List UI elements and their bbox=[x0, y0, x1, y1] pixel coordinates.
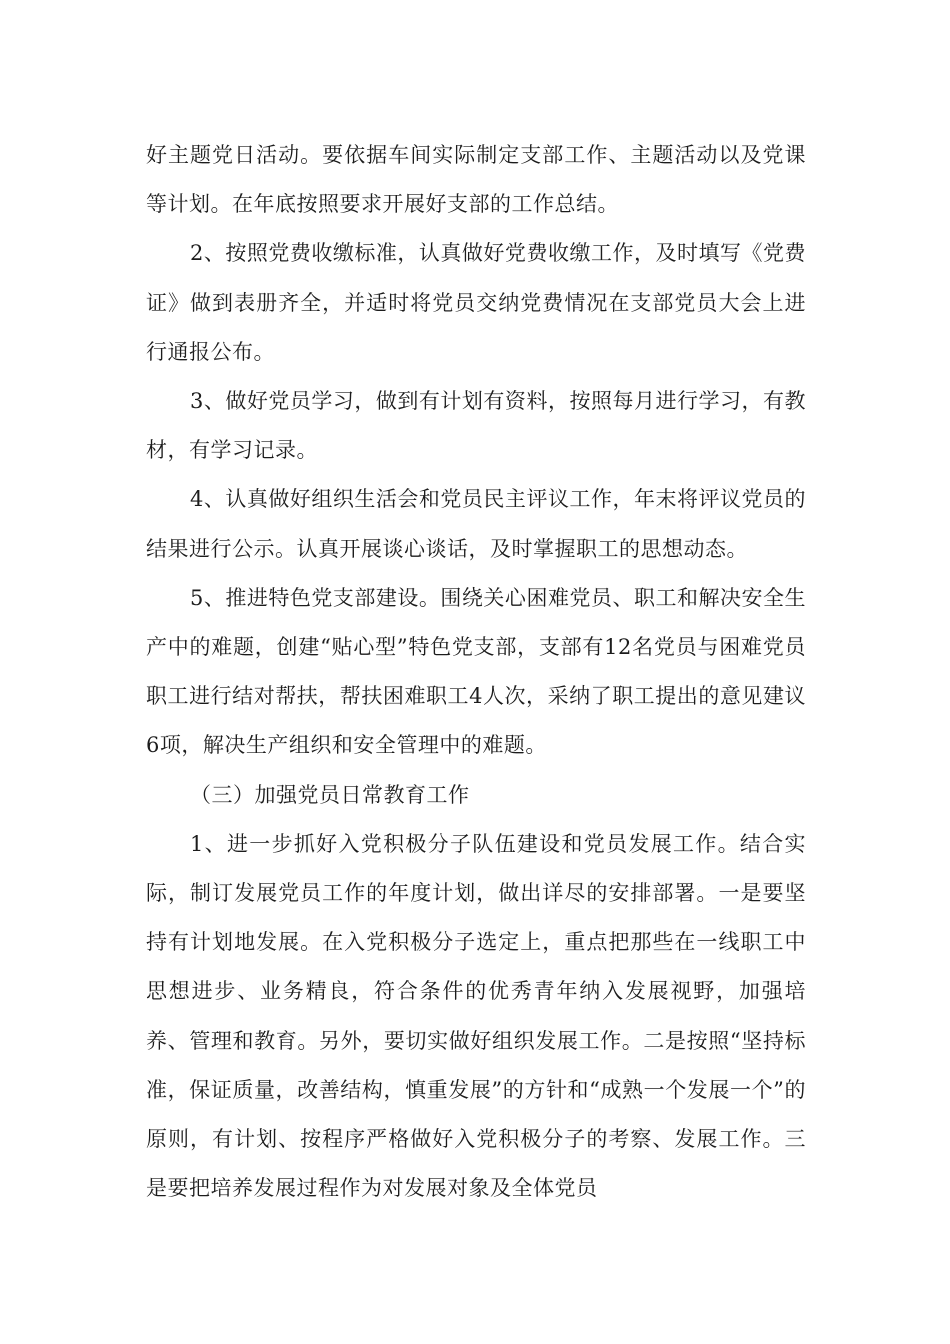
paragraph-section-item-1: 1、进一步抓好入党积极分子队伍建设和党员发展工作。结合实际，制订发展党员工作的年度计划，做出详尽的安排部署。一是要坚持有计划地发展。在入党积极分子选定上，重点把那些在一线职工中思想进步、业务精良，符合条件的优秀青年纳入发展视野，加强培养、管理和教育。另外，要切实做好组织发展工作。二是按照“坚持标准，保证质量，改善结构，慎重发展”的方针和“成熟一个发展一个”的原则，有计划、按程序严格做好入党积极分子的考察、发展工作。三是要把培养发展过程作为对发展对象及全体党员 bbox=[146, 831, 806, 1201]
paragraph-item-5: 5、推进特色党支部建设。围绕关心困难党员、职工和解决安全生产中的难题，创建“贴心型”特色党支部，支部有12名党员与困难党员职工进行结对帮扶，帮扶困难职工4人次，采纳了职工提出的意见建议6项，解决生产组织和安全管理中的难题。 bbox=[146, 585, 806, 758]
paragraph-item-2: 2、按照党费收缴标准，认真做好党费收缴工作，及时填写《党费证》做到表册齐全，并适时将党员交纳党费情况在支部党员大会上进行通报公布。 bbox=[146, 241, 806, 364]
paragraph-item-3: 3、做好党员学习，做到有计划有资料，按照每月进行学习，有教材，有学习记录。 bbox=[146, 389, 806, 463]
section-heading: （三）加强党员日常教育工作 bbox=[190, 782, 470, 807]
paragraph-continuation: 好主题党日活动。要依据车间实际制定支部工作、主题活动以及党课等计划。在年底按照要求开展好支部的工作总结。 bbox=[146, 143, 806, 217]
paragraph-item-4: 4、认真做好组织生活会和党员民主评议工作，年末将评议党员的结果进行公示。认真开展谈心谈话，及时掌握职工的思想动态。 bbox=[146, 487, 806, 561]
document-body bbox=[146, 131, 806, 1213]
